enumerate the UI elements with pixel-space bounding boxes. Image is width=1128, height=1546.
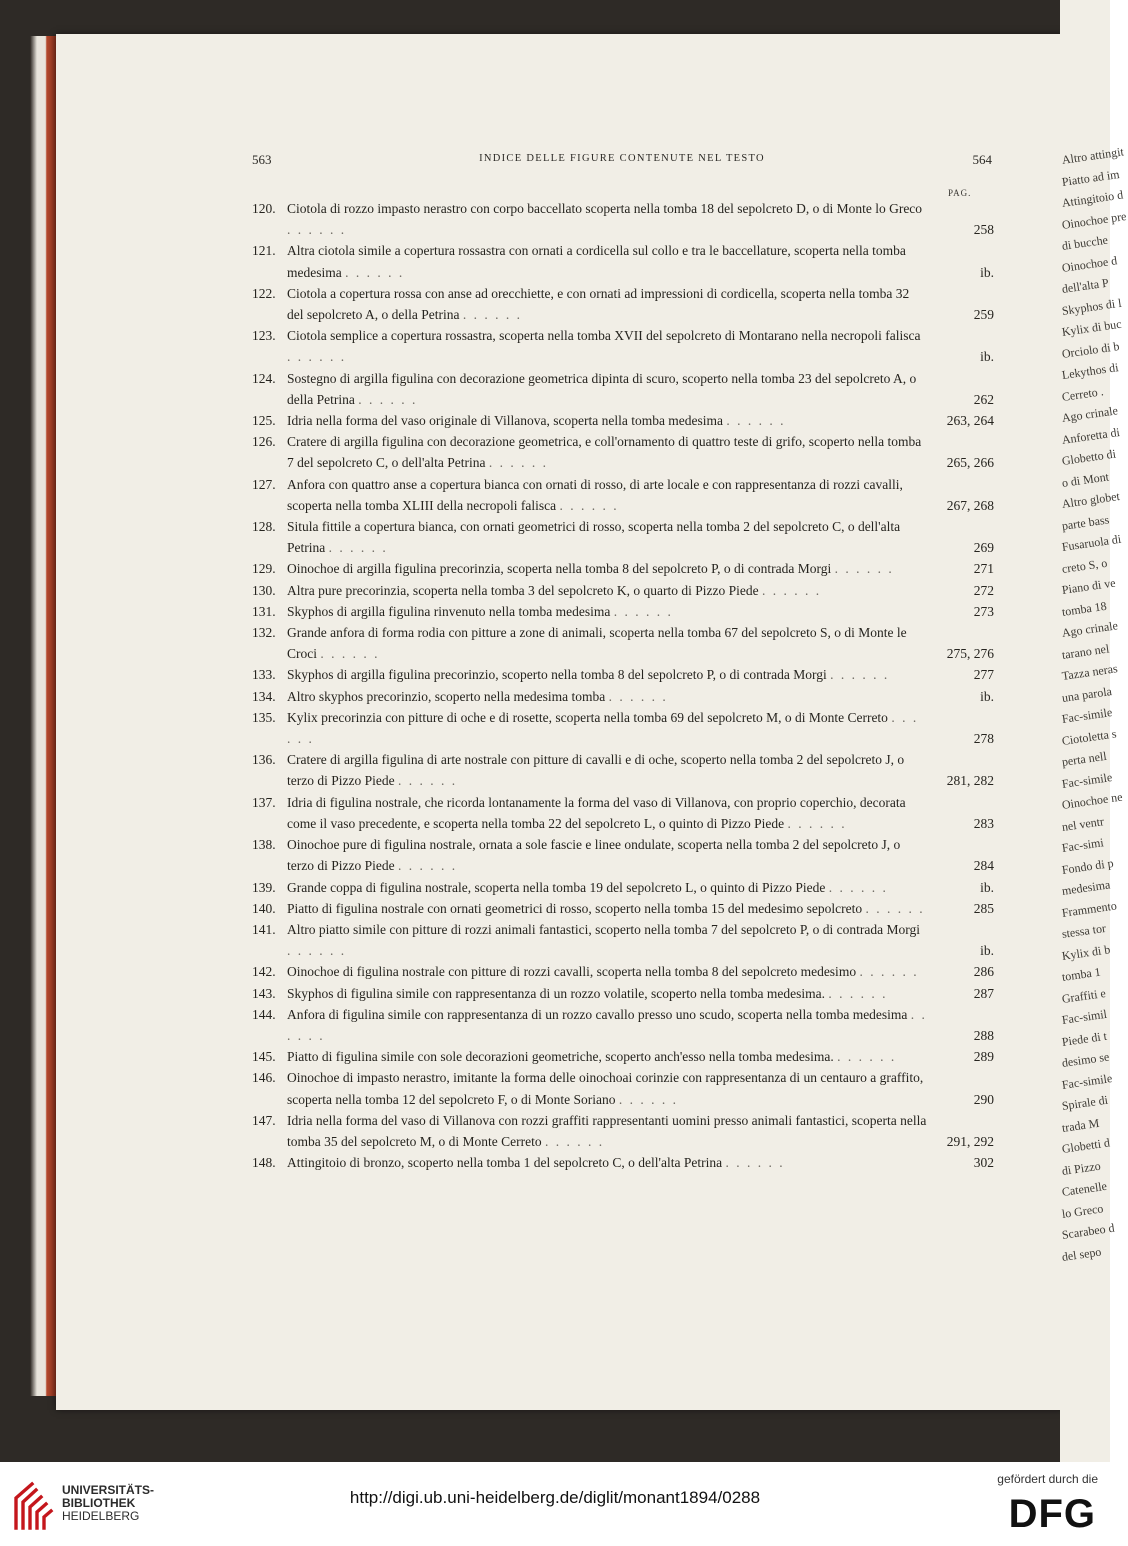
- figure-number: 133.: [252, 667, 276, 683]
- figure-entry: [252, 1152, 994, 1173]
- leader-dots: . . . . . .: [358, 391, 418, 407]
- leader-dots: . . . . . .: [287, 349, 347, 365]
- leader-dots: . . . . . .: [328, 540, 388, 556]
- facing-page-fragment: Kylix di buc: [1060, 316, 1123, 339]
- figure-page-ref: 263, 264: [946, 413, 994, 429]
- figure-number: 129.: [252, 561, 276, 577]
- page-column-label: PAG.: [948, 188, 972, 198]
- figure-number: 134.: [252, 688, 276, 704]
- figure-number: 128.: [252, 519, 276, 535]
- figure-page-ref: 262: [973, 391, 994, 407]
- figure-entry: [252, 664, 994, 685]
- figure-entry: [252, 919, 994, 961]
- figure-number: 121.: [252, 243, 276, 259]
- figure-number: 131.: [252, 603, 276, 619]
- running-head: [252, 152, 992, 170]
- figure-page-ref: 291, 292: [946, 1133, 994, 1149]
- facing-page-fragment: Piatto ad im: [1060, 166, 1121, 189]
- figure-number: 148.: [252, 1155, 276, 1171]
- figure-number: 126.: [252, 434, 276, 450]
- leader-dots: . . . . . .: [865, 900, 925, 916]
- figure-number: 135.: [252, 709, 276, 725]
- leader-dots: . . . . . .: [345, 264, 405, 280]
- figure-entry: [252, 474, 994, 516]
- figure-entry: [252, 1046, 994, 1067]
- facing-page-fragment: Oinochoe d: [1060, 252, 1118, 275]
- figure-description: Skyphos di argilla figulina rinvenuto nella tomba medesima: [287, 603, 611, 619]
- facing-page-fragment: desimo se: [1060, 1049, 1111, 1070]
- facing-page-text: [1060, 144, 1128, 1270]
- figure-entry: [252, 707, 994, 749]
- leader-dots: . . . . . .: [559, 497, 619, 513]
- figure-entry: [252, 558, 994, 579]
- facing-page-fragment: Fondo di p: [1060, 855, 1115, 877]
- leader-dots: . . . . . .: [837, 1049, 897, 1065]
- figure-page-ref: 277: [973, 667, 994, 683]
- figure-entry: [252, 1067, 994, 1109]
- figure-page-ref: 283: [973, 815, 994, 831]
- figure-description: Skyphos di argilla figulina precorinzio, scoperto nella tomba 8 del sepolcreto P, o di contrada Morgi: [287, 667, 827, 683]
- figure-number: 141.: [252, 921, 276, 937]
- figure-description: Anfora di figulina simile con rappresentanza di un rozzo cavallo presso uno scudo, scoperta nella tomba medesima: [287, 1006, 908, 1022]
- facing-page-fragment: Anforetta di: [1060, 424, 1121, 447]
- facing-page-fragment: Orciolo di b: [1060, 338, 1121, 361]
- figure-page-ref: 258: [973, 222, 994, 238]
- figure-description: Altra pure precorinzia, scoperta nella tomba 3 del sepolcreto K, o quarto di Pizzo Piede: [287, 582, 759, 598]
- figure-description: Oinochoe di figulina nostrale con pitture di rozzi cavalli, scoperta nella tomba 8 del sepolcreto medesimo: [287, 964, 857, 980]
- right-page-number: 564: [972, 152, 992, 167]
- figure-page-ref: 278: [973, 731, 994, 747]
- figure-number: 138.: [252, 837, 276, 853]
- facing-page-fragment: Fac-simi: [1060, 835, 1105, 855]
- figure-entry: [252, 834, 994, 876]
- figure-number: 144.: [252, 1006, 276, 1022]
- figure-page-ref: 267, 268: [946, 497, 994, 513]
- figure-description: Ciotola semplice a copertura rossastra, scoperta nella tomba XVII del sepolcreto di Montarano nella necropoli falisca: [287, 328, 921, 344]
- figure-number: 120.: [252, 201, 276, 216]
- figure-page-ref: 285: [973, 900, 994, 916]
- leader-dots: . . . . . .: [397, 773, 458, 789]
- figure-entry: [252, 1004, 994, 1046]
- facing-page-fragment: Catenelle: [1060, 1178, 1108, 1199]
- figure-number: 145.: [252, 1049, 276, 1065]
- figure-entry: [252, 749, 994, 791]
- figure-number: 125.: [252, 413, 276, 429]
- facing-page-fragment: tomba 18: [1060, 598, 1108, 619]
- facing-page-fragment: Cerreto .: [1060, 383, 1105, 404]
- facing-page-fragment: Fac-simile: [1060, 769, 1114, 791]
- facing-page-fragment: di bucche: [1060, 232, 1109, 253]
- leader-dots: . . . . . .: [725, 1155, 785, 1171]
- facing-page-fragment: di Pizzo: [1060, 1158, 1102, 1178]
- figure-page-ref: 265, 266: [946, 455, 994, 471]
- figure-number: 139.: [252, 879, 276, 895]
- leader-dots: . . . . . .: [726, 413, 786, 429]
- figure-description: Oinochoe pure di figulina nostrale, ornata a sole fascie e linee ondulate, scoperta nella tomba 2 del sepolcreto J, o terzo di Pizzo Piede: [287, 837, 901, 874]
- figure-entry: [252, 601, 994, 622]
- facing-page-fragment: Fac-simile: [1060, 1070, 1114, 1092]
- facing-page-fragment: nel ventr: [1060, 813, 1105, 834]
- figure-description: Ciotola a copertura rossa con anse ad orecchiette, e con ornati ad impressioni di cordicella, scoperta nella tomba 32 del sepolcreto A, o della Petrina: [287, 285, 910, 323]
- figure-description: Piatto di figulina nostrale con ornati geometrici di rosso, scoperto nella tomba 15 del medesimo sepolcreto: [287, 900, 863, 916]
- figure-description: Situla fittile a copertura bianca, con ornati geometrici di rosso, scoperta nella tomba 2 del sepolcreto C, o dell'alta Petrina: [287, 519, 901, 556]
- figure-description: Grande coppa di figulina nostrale, scoperta nella tomba 19 del sepolcreto L, o quinto di Pizzo Piede: [287, 879, 826, 895]
- facing-page-fragment: tomba 1: [1060, 964, 1102, 984]
- leader-dots: . . . . . .: [287, 943, 347, 959]
- leader-dots: . . . . . .: [320, 646, 380, 662]
- figure-description: Piatto di figulina simile con sole decorazioni geometriche, scoperto anch'esso nella tomba medesima.: [287, 1049, 834, 1065]
- figure-page-ref: 286: [973, 964, 994, 980]
- leader-dots: . . . . . .: [787, 815, 847, 831]
- facing-page-fragment: Ciotoletta s: [1060, 725, 1118, 748]
- figure-entry: [252, 1110, 994, 1152]
- figure-page-ref: 289: [973, 1049, 994, 1065]
- figure-number: 147.: [252, 1112, 276, 1128]
- figure-page-ref: 269: [973, 540, 994, 556]
- figure-entry: [252, 580, 994, 601]
- leader-dots: . . . . . .: [397, 858, 458, 874]
- figure-description: Oinochoe di impasto nerastro, imitante la forma delle oinochoai corinzie con rappresentanza di un centauro a graffito, scoperta nella tomba 12 del sepolcreto F, o di Monte Soriano: [287, 1070, 924, 1107]
- figure-number: 142.: [252, 964, 276, 980]
- facing-page-fragment: Fusaruola di: [1060, 531, 1122, 554]
- figure-page-ref: ib.: [980, 688, 994, 704]
- facing-page-fragment: Skyphos di l: [1060, 295, 1123, 318]
- leader-dots: . . . . . .: [859, 964, 919, 980]
- figure-entry: [252, 792, 994, 834]
- figure-entry: [252, 983, 994, 1004]
- figure-description: Attingitoio di bronzo, scoperto nella tomba 1 del sepolcreto C, o dell'alta Petrina: [287, 1155, 723, 1171]
- figure-description: Ciotola di rozzo impasto nerastro con corpo baccellato scoperta nella tomba 18 del sepolcreto D, o di Monte lo Greco: [287, 201, 923, 216]
- facing-page-fragment: Graffiti e: [1060, 985, 1107, 1006]
- figure-page-ref: 287: [973, 985, 994, 1001]
- figure-entry: [252, 410, 994, 431]
- figure-entry: [252, 368, 994, 410]
- facing-page-fragment: una parola: [1060, 683, 1113, 705]
- figure-number: 137.: [252, 794, 276, 810]
- facing-page-fragment: Spirale di: [1060, 1092, 1109, 1113]
- figure-entry: [252, 877, 994, 898]
- book-spine-edge: [30, 36, 58, 1396]
- figure-description: Kylix precorinzia con pitture di oche e di rosette, scoperta nella tomba 69 del sepolcreto M, o di Monte Cerreto: [287, 709, 888, 725]
- facing-page-fragment: Piano di ve: [1060, 575, 1117, 597]
- facing-page-fragment: Attingitoio d: [1060, 187, 1124, 210]
- figure-page-ref: ib.: [980, 264, 994, 280]
- facing-page-fragment: o di Mont: [1060, 468, 1110, 490]
- facing-page-fragment: parte bass: [1060, 511, 1111, 533]
- facing-page-fragment: Scarabeo d: [1060, 1220, 1116, 1242]
- facing-page-fragment: Oinochoe pre: [1060, 208, 1128, 232]
- leader-dots: . . . . . .: [488, 455, 548, 471]
- leader-dots: . . . . . .: [608, 688, 668, 704]
- facing-page-fragment: Tazza neras: [1060, 661, 1119, 683]
- facing-page-fragment: trada M: [1060, 1115, 1101, 1135]
- figure-page-ref: 273: [973, 603, 994, 619]
- figure-entry: [252, 283, 994, 325]
- figure-description: Cratere di argilla figulina con decorazione geometrica, e coll'ornamento di quattro teste di grifo, scoperto nella tomba 7 del sepolcreto C, o dell'alta Petrina: [287, 434, 922, 471]
- figure-page-ref: ib.: [980, 943, 994, 959]
- facing-page-fragment: lo Greco: [1060, 1200, 1105, 1221]
- figure-entry: [252, 198, 994, 240]
- leader-dots: . . . . . .: [834, 561, 894, 577]
- facing-page-fragment: stessa tor: [1060, 920, 1107, 941]
- figure-page-ref: 275, 276: [946, 646, 994, 662]
- library-name: UNIVERSITÄTS- BIBLIOTHEK HEIDELBERG: [62, 1483, 155, 1523]
- figure-description: Grande anfora di forma rodia con pitture a zone di animali, scoperta nella tomba 67 del sepolcreto S, o di Monte le Croci: [287, 625, 907, 662]
- facing-page-fragment: tarano nel: [1060, 640, 1111, 662]
- figure-number: 124.: [252, 370, 276, 386]
- facing-page-fragment: Altro globet: [1060, 488, 1121, 511]
- leader-dots: . . . . . .: [287, 709, 919, 747]
- facing-page-fragment: medesima: [1060, 877, 1112, 898]
- facing-page-fragment: Frammento: [1060, 897, 1118, 920]
- figure-number: 143.: [252, 985, 276, 1001]
- figure-page-ref: 288: [973, 1027, 994, 1043]
- page-title: INDICE DELLE FIGURE CONTENUTE NEL TESTO: [479, 153, 765, 164]
- figure-page-ref: 259: [973, 307, 994, 323]
- figure-entry: [252, 431, 994, 473]
- figure-page-ref: ib.: [980, 879, 994, 895]
- facing-page-fragment: dell'alta P: [1060, 275, 1110, 296]
- figure-description: Anfora con quattro anse a copertura bianca con ornati di rosso, di arte locale e con rappresentanza di rozzi cavalli, scoperta nella tomba XLIII della necropoli falisca: [287, 476, 903, 513]
- leader-dots: . . . . . .: [544, 1133, 605, 1149]
- leader-dots: . . . . . .: [287, 1006, 927, 1043]
- figure-page-ref: ib.: [980, 349, 994, 365]
- figure-entry: [252, 516, 994, 558]
- figure-entry: [252, 961, 994, 982]
- document-url-link[interactable]: http://digi.ub.uni-heidelberg.de/diglit/monant1894/0288: [349, 1488, 761, 1507]
- figure-page-ref: 271: [973, 561, 994, 577]
- left-page-number: 563: [252, 152, 272, 167]
- facing-page-fragment: Altro attingit: [1060, 144, 1125, 167]
- facing-page-fragment: Oinochoe ne: [1060, 789, 1124, 812]
- figure-number: 136.: [252, 752, 276, 768]
- figure-number: 122.: [252, 285, 276, 301]
- funding-caption: gefördert durch die: [997, 1472, 1098, 1486]
- figure-number: 140.: [252, 900, 276, 916]
- dfg-logo: DFG: [1008, 1492, 1096, 1536]
- figure-description: Cratere di argilla figulina di arte nostrale con pitture di cavalli e di oche, scoperto nella tomba 2 del sepolcreto J, o terzo di Pizzo Piede: [287, 752, 905, 789]
- leader-dots: . . . . . .: [761, 582, 822, 598]
- figure-description: Idria nella forma del vaso originale di Villanova, scoperta nella tomba medesima: [287, 413, 724, 429]
- figure-entry: [252, 686, 994, 707]
- viewer-footer: [0, 1462, 1110, 1546]
- leader-dots: . . . . . .: [830, 667, 890, 683]
- leader-dots: . . . . . .: [613, 603, 673, 619]
- figure-number: 132.: [252, 625, 276, 641]
- leader-dots: . . . . . .: [287, 222, 347, 238]
- facing-page-fragment: Ago crinale: [1060, 618, 1119, 640]
- figure-page-ref: 281, 282: [946, 773, 994, 789]
- facing-page-fragment: perta nell: [1060, 748, 1108, 769]
- figure-page-ref: 272: [973, 582, 994, 598]
- figure-number: 123.: [252, 328, 276, 344]
- facing-page-fragment: Globetti d: [1060, 1135, 1111, 1156]
- figure-description: Idria di figulina nostrale, che ricorda lontanamente la forma del vaso di Villanova, con proprio coperchio, decorata come il vaso precedente, e scoperta nella tomba 22 del sepolcreto L, o quinto di Pizzo Piede: [287, 794, 906, 831]
- leader-dots: . . . . . .: [828, 985, 888, 1001]
- figure-page-ref: 290: [973, 1091, 994, 1107]
- figure-entry: [252, 898, 994, 919]
- facing-page-fragment: Fac-simil: [1060, 1006, 1108, 1027]
- figure-number: 127.: [252, 476, 276, 492]
- figure-description: Oinochoe di argilla figulina precorinzia, scoperta nella tomba 8 del sepolcreto P, o di contrada Morgi: [287, 561, 832, 577]
- figure-number: 146.: [252, 1070, 276, 1086]
- leader-dots: . . . . . .: [462, 307, 522, 323]
- figure-description: Idria nella forma del vaso di Villanova con rozzi graffiti rappresentanti uomini presso animali fantastici, scoperta nella tomba 35 del sepolcreto M, o di Monte Cerreto: [287, 1112, 927, 1149]
- figure-entry: [252, 325, 994, 367]
- facing-page-fragment: Lekythos di: [1060, 360, 1120, 382]
- figure-description: Altro piatto simile con pitture di rozzi animali fantastici, scoperto nella tomba 7 del sepolcreto P, o di contrada Morgi: [287, 921, 920, 937]
- figure-page-ref: 284: [973, 858, 994, 874]
- figure-index-list: [252, 198, 994, 1173]
- figure-number: 130.: [252, 582, 276, 598]
- figure-page-ref: 302: [973, 1155, 994, 1171]
- figure-description: Altra ciotola simile a copertura rossastra con ornati a cordicella sul collo e tra le baccellature, scoperta nella tomba medesima: [287, 243, 906, 280]
- figure-description: Skyphos di figulina simile con rappresentanza di un rozzo volatile, scoperto nella tomba medesima.: [287, 985, 825, 1001]
- facing-page-fragment: del sepo: [1060, 1244, 1103, 1264]
- leader-dots: . . . . . .: [828, 879, 888, 895]
- leader-dots: . . . . . .: [618, 1091, 678, 1107]
- figure-entry: [252, 240, 994, 282]
- facing-page-fragment: Ago crinale: [1060, 403, 1119, 425]
- figure-description: Altro skyphos precorinzio, scoperto nella medesima tomba: [287, 688, 606, 704]
- facing-page-fragment: Piede di t: [1060, 1028, 1108, 1049]
- facing-page-fragment: creto S, o: [1060, 555, 1109, 576]
- facing-page-fragment: Fac-simile: [1060, 705, 1114, 726]
- figure-entry: [252, 622, 994, 664]
- figure-description: Sostegno di argilla figulina con decorazione geometrica dipinta di scuro, scoperto nella tomba 23 del sepolcreto A, o della Petrina: [287, 370, 917, 407]
- facing-page-fragment: Globetto di: [1060, 446, 1117, 468]
- facing-page-fragment: Kylix di b: [1060, 941, 1112, 963]
